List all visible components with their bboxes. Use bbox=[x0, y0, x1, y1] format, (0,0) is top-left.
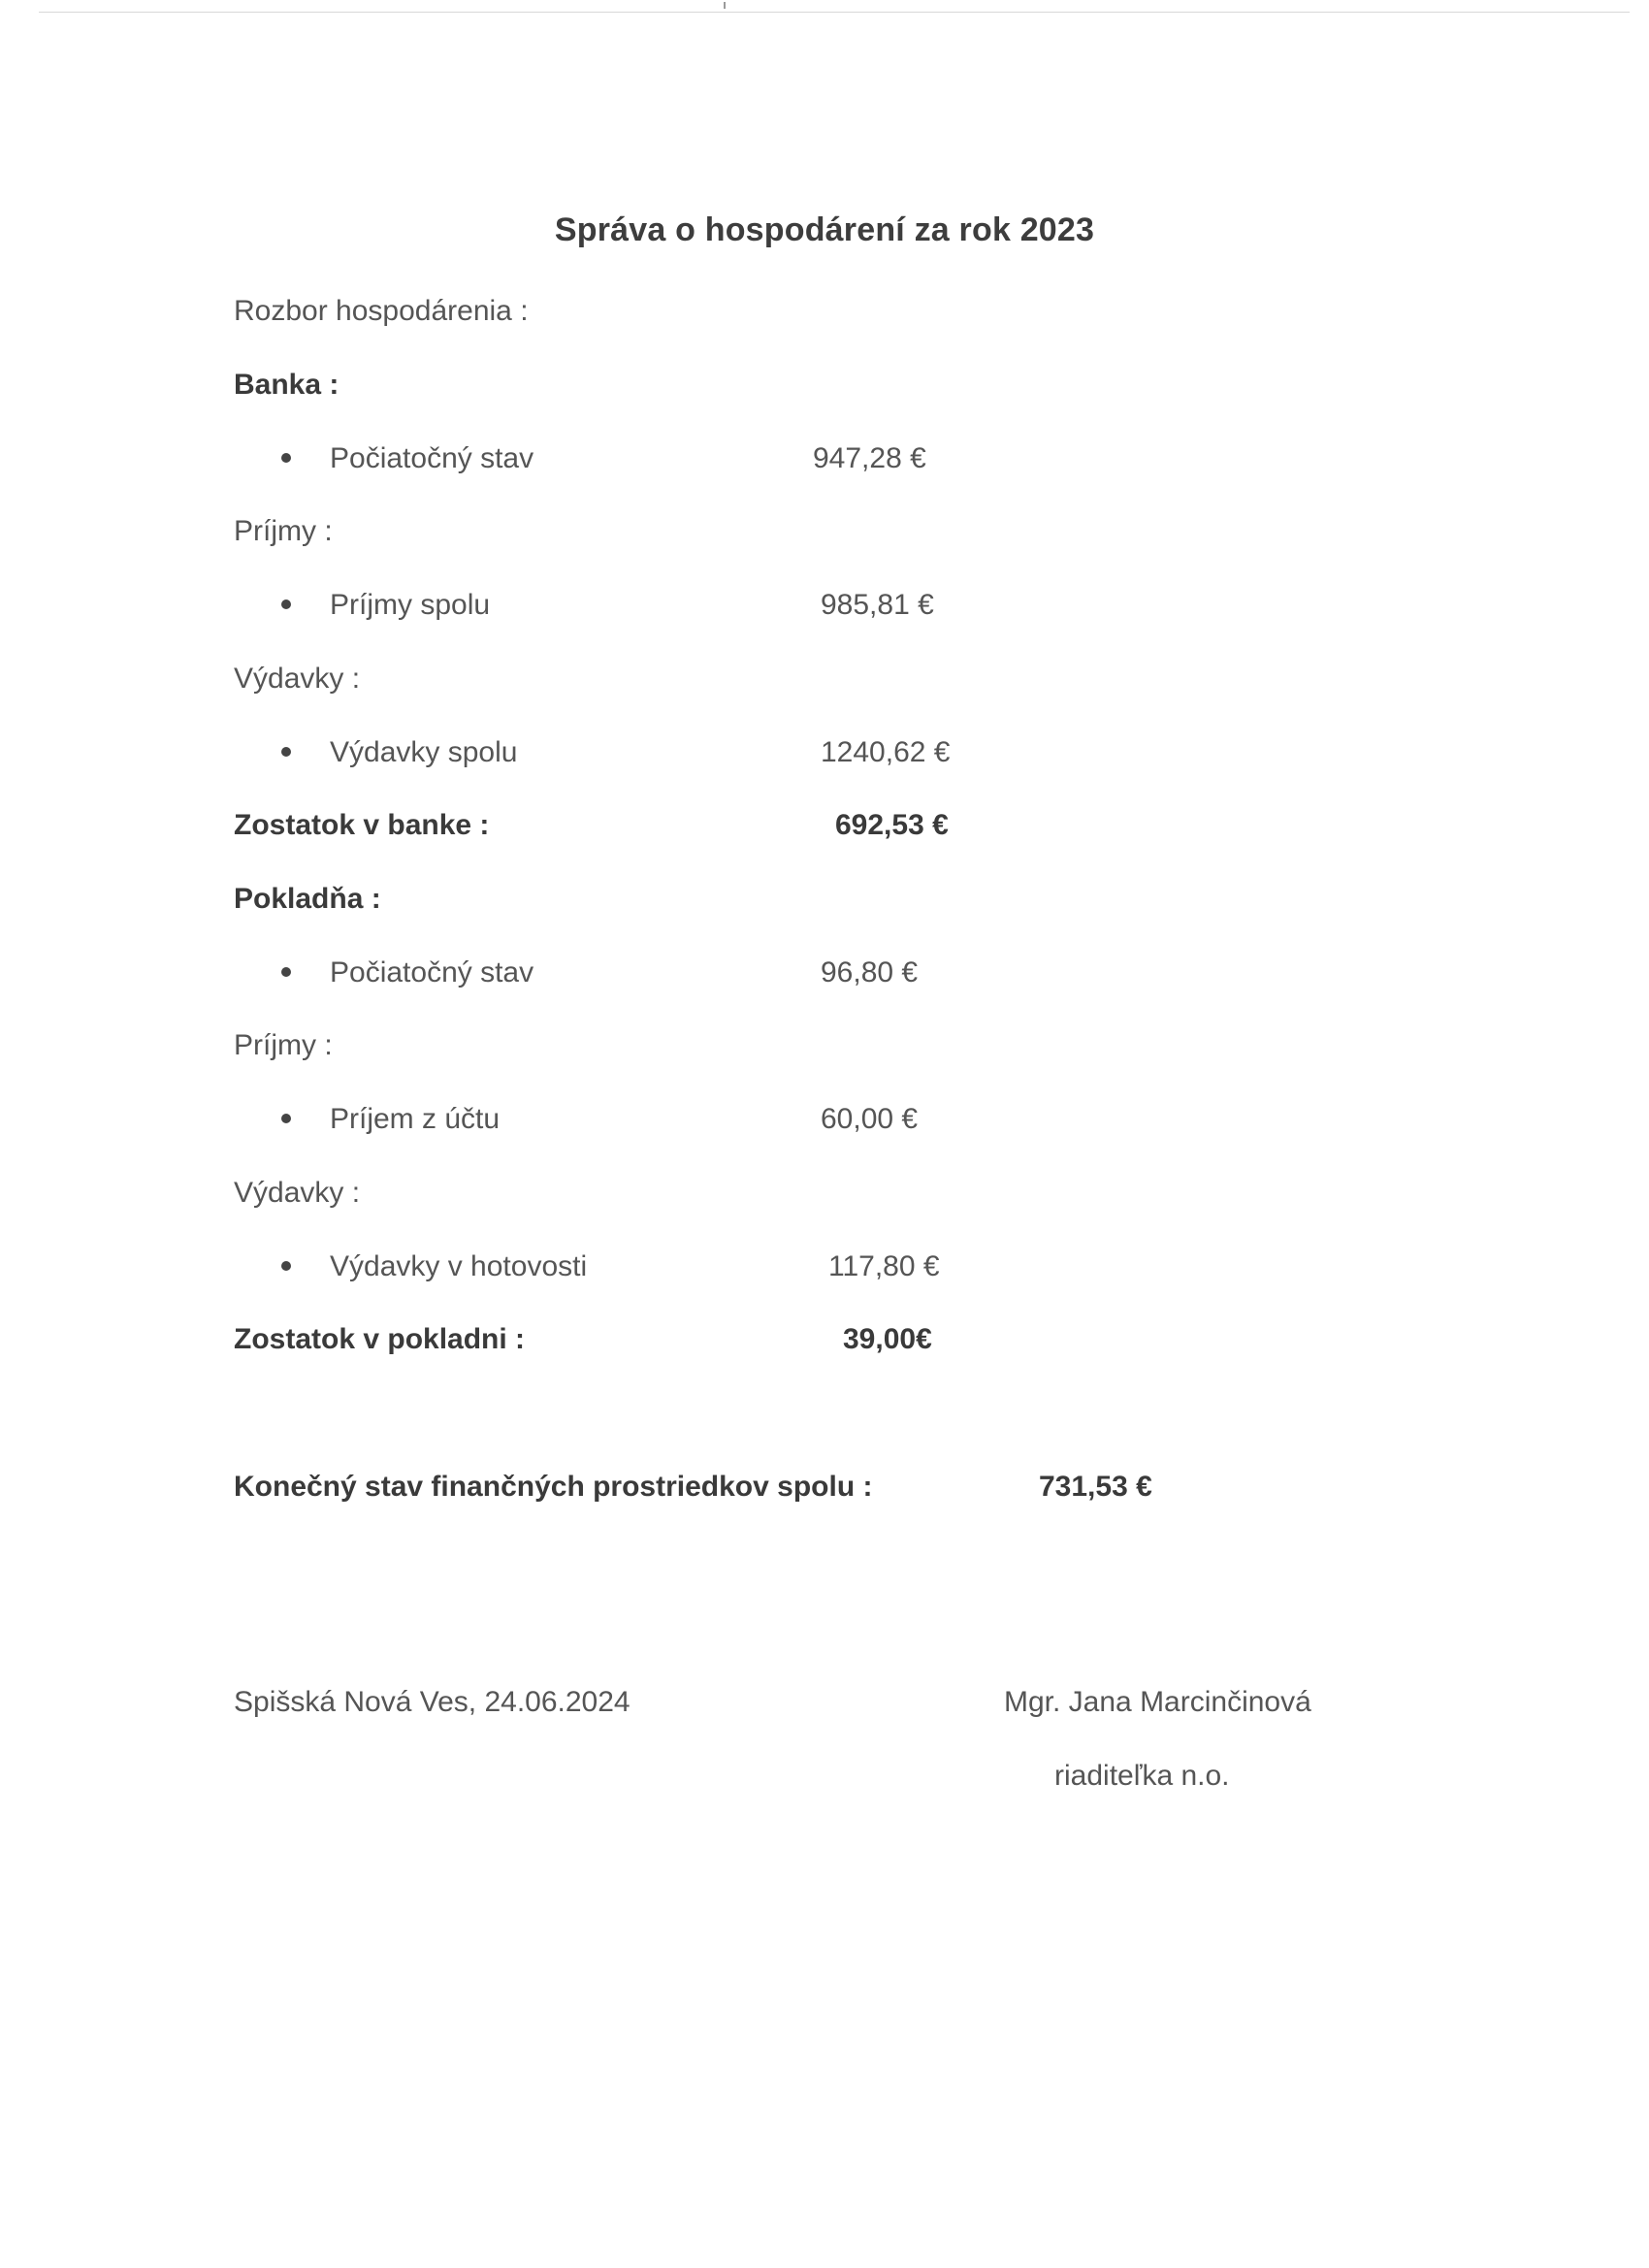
bullet-icon bbox=[281, 1261, 291, 1271]
bullet-icon bbox=[281, 747, 291, 757]
cash-heading: Pokladňa : bbox=[234, 883, 381, 915]
bank-opening-value: 947,28 € bbox=[813, 442, 926, 474]
bank-opening-item bbox=[281, 442, 534, 475]
bullet-icon bbox=[281, 599, 291, 609]
scan-mark bbox=[724, 2, 726, 9]
bank-expense-heading: Výdavky : bbox=[234, 663, 361, 695]
cash-expense-item bbox=[281, 1250, 587, 1283]
document-title: Správa o hospodárení za rok 2023 bbox=[554, 211, 1095, 248]
cash-opening-value: 96,80 € bbox=[821, 956, 919, 988]
cash-income-value: 60,00 € bbox=[821, 1103, 919, 1135]
intro-label: Rozbor hospodárenia : bbox=[234, 295, 529, 327]
bank-balance-value: 692,53 € bbox=[835, 809, 949, 841]
cash-income-item bbox=[281, 1103, 500, 1136]
bank-opening-label: Počiatočný stav bbox=[330, 442, 534, 474]
cash-expense-value: 117,80 € bbox=[828, 1250, 940, 1282]
bank-expense-item bbox=[281, 736, 517, 769]
scan-edge-line bbox=[39, 12, 1630, 13]
cash-opening-label: Počiatočný stav bbox=[330, 956, 534, 988]
signatory-name: Mgr. Jana Marcinčinová bbox=[1004, 1686, 1311, 1718]
cash-expense-label: Výdavky v hotovosti bbox=[330, 1250, 588, 1282]
bank-balance-label: Zostatok v banke : bbox=[234, 809, 490, 841]
bank-income-value: 985,81 € bbox=[821, 589, 934, 621]
cash-opening-item bbox=[281, 956, 534, 989]
bullet-icon bbox=[281, 1114, 291, 1123]
total-label: Konečný stav finančných prostriedkov spolu : bbox=[234, 1471, 873, 1503]
signatory-role: riaditeľka n.o. bbox=[1054, 1760, 1230, 1792]
bullet-icon bbox=[281, 453, 291, 463]
bank-expense-label: Výdavky spolu bbox=[330, 736, 518, 768]
cash-income-label: Príjem z účtu bbox=[330, 1103, 501, 1135]
cash-balance-label: Zostatok v pokladni : bbox=[234, 1323, 526, 1355]
place-date: Spišská Nová Ves, 24.06.2024 bbox=[234, 1686, 630, 1718]
bank-expense-value: 1240,62 € bbox=[821, 736, 951, 768]
cash-balance-value: 39,00€ bbox=[843, 1323, 932, 1355]
total-value: 731,53 € bbox=[1039, 1471, 1152, 1503]
bank-heading: Banka : bbox=[234, 369, 340, 401]
cash-expense-heading: Výdavky : bbox=[234, 1177, 361, 1209]
bank-income-heading: Príjmy : bbox=[234, 515, 333, 547]
bank-income-item bbox=[281, 589, 490, 622]
bullet-icon bbox=[281, 967, 291, 977]
cash-income-heading: Príjmy : bbox=[234, 1029, 333, 1061]
bank-income-label: Príjmy spolu bbox=[330, 589, 491, 621]
